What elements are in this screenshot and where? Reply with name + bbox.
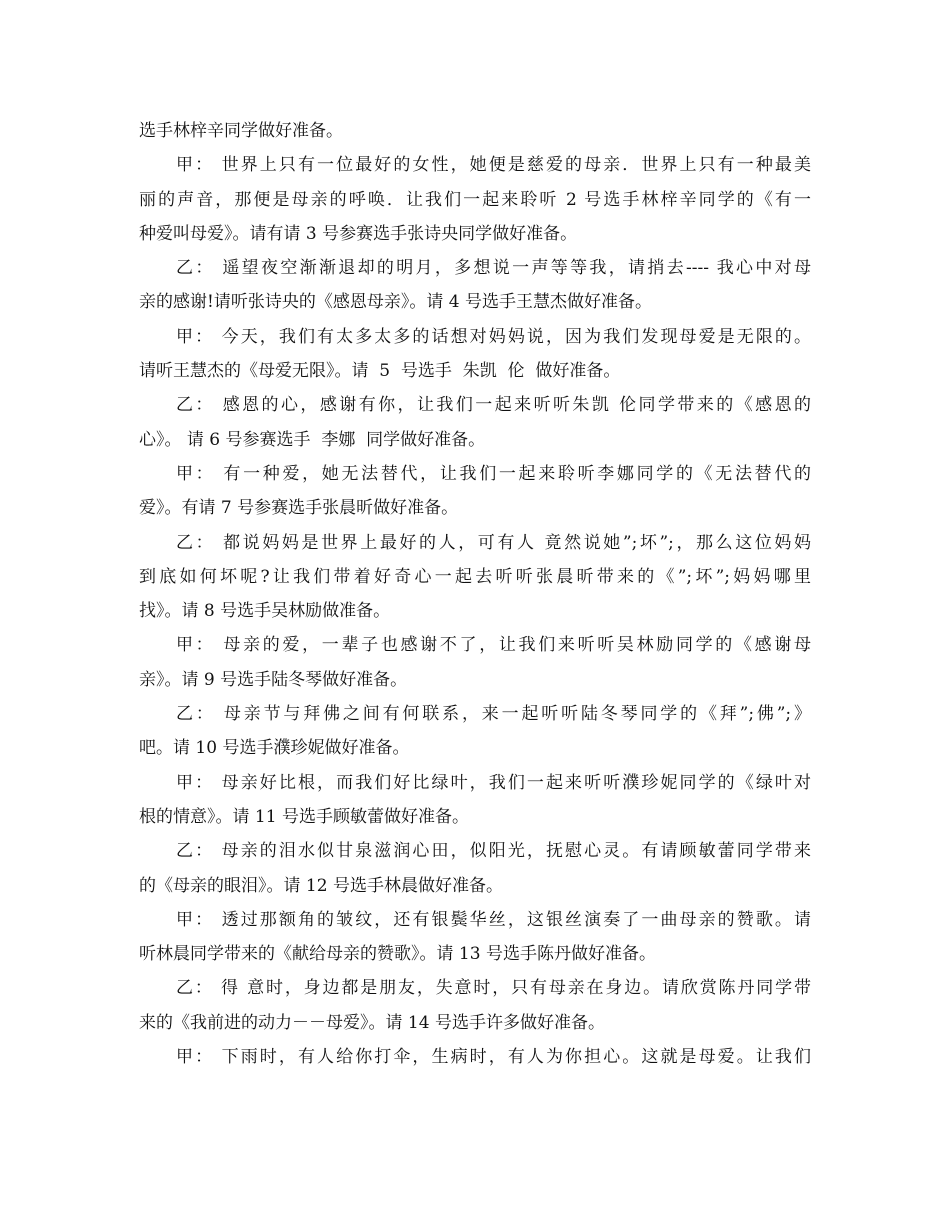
text-line: 到底如何坏呢?让我们带着好奇心一起去听听张晨昕带来的《”;坏”;妈妈哪里 [139, 566, 811, 587]
text-line: 心》。 请 6 号参赛选手 李娜 同学做好准备。 [139, 429, 486, 450]
text-line: 爱》。有请 7 号参赛选手张晨昕做好准备。 [139, 498, 459, 519]
text-line: 乙： 得 意时，身边都是朋友，失意时，只有母亲在身边。请欣赏陈丹同学带 [176, 978, 811, 999]
text-line: 的《母亲的眼泪》。请 12 号选手林晨做好准备。 [139, 875, 503, 896]
text-line: 听林晨同学带来的《献给母亲的赞歌》。请 13 号选手陈丹做好准备。 [139, 944, 656, 965]
text-line: 乙： 都说妈妈是世界上最好的人，可有人 竟然说她”;坏”;，那么这位妈妈 [176, 532, 811, 553]
text-line: 吧。请 10 号选手濮珍妮做好准备。 [139, 738, 410, 759]
text-line: 请听王慧杰的《母爱无限》。请 5 号选手 朱凯 伦 做好准备。 [139, 361, 621, 382]
text-line: 亲》。请 9 号选手陆冬琴做好准备。 [139, 669, 408, 690]
text-line: 甲： 有一种爱，她无法替代，让我们一起来聆听李娜同学的《无法替代的 [176, 463, 811, 484]
text-line: 种爱叫母爱》。请有请 3 号参赛选手张诗央同学做好准备。 [139, 223, 578, 244]
text-line: 选手林梓辛同学做好准备。 [139, 121, 343, 141]
text-line: 甲： 母亲好比根，而我们好比绿叶，我们一起来听听濮珍妮同学的《绿叶对 [176, 772, 811, 793]
text-line: 来的《我前进的动力－－母爱》。请 14 号选手许多做好准备。 [139, 1012, 605, 1033]
text-line: 甲： 下雨时，有人给你打伞，生病时，有人为你担心。这就是母爱。让我们 [176, 1047, 811, 1068]
document-body [139, 114, 811, 1074]
text-line: 亲的感谢!请听张诗央的《感恩母亲》。请 4 号选手王慧杰做好准备。 [139, 292, 652, 313]
text-line: 丽的声音，那便是母亲的呼唤．让我们一起来聆听 2 号选手林梓辛同学的《有一 [139, 189, 811, 210]
text-line: 找》。请 8 号选手吴林励做准备。 [139, 601, 391, 622]
text-line: 甲： 世界上只有一位最好的女性，她便是慈爱的母亲．世界上只有一种最美 [176, 155, 811, 176]
text-line: 根的情意》。请 11 号选手顾敏蕾做好准备。 [139, 806, 469, 827]
text-line: 乙： 遥望夜空渐渐退却的明月，多想说一声等等我，请捎去---- 我心中对母 [176, 258, 811, 279]
text-line: 乙： 母亲节与拜佛之间有何联系，来一起听听陆冬琴同学的《拜”;佛”;》 [176, 704, 811, 725]
text-line: 乙： 感恩的心，感谢有你，让我们一起来听听朱凯 伦同学带来的《感恩的 [176, 395, 811, 416]
text-line: 甲： 透过那额角的皱纹，还有银鬓华丝，这银丝演奏了一曲母亲的赞歌。请 [176, 909, 811, 930]
text-line: 甲： 今天，我们有太多太多的话想对妈妈说，因为我们发现母爱是无限的。 [176, 326, 811, 347]
text-line: 甲： 母亲的爱，一辈子也感谢不了，让我们来听听吴林励同学的《感谢母 [176, 635, 811, 656]
text-line: 乙： 母亲的泪水似甘泉滋润心田，似阳光，抚慰心灵。有请顾敏蕾同学带来 [176, 841, 811, 862]
